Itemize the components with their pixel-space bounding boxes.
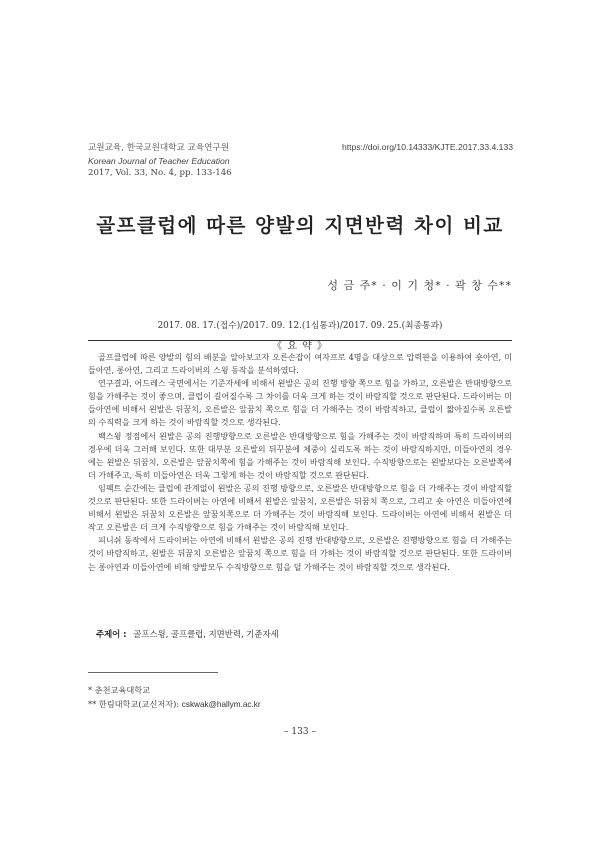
publisher-line: 교원교육, 한국교원대학교 교육연구원	[88, 143, 230, 153]
abstract-paragraph: 피니쉬 동작에서 드라이버는 아연에 비해서 왼발은 공의 진행 반대방향으로, 오른발은 진행방향으로 힘을 더 가해주는 것이 바람직하고, 왼발은 뒤꿈치 오른발은 앞꿈치 쪽으로 힘을 더 가하는 것이 바람직할 것으로 판단된다. 또한 드라이버는 롱아연과 미들아연에 비해 양발모두 수직방향으로 힘을 덜 가해주는 것이 바람직할 것으로 생각된다.	[88, 535, 512, 572]
footnote-affiliation-2	[88, 697, 261, 712]
doi-link[interactable]: https://doi.org/10.14333/KJTE.2017.33.4.133	[341, 142, 513, 152]
review-dates: 2017. 08. 17.(접수)/2017. 09. 12.(1심통과)/2017. 09. 25.(최종통과)	[157, 321, 443, 331]
abstract-body	[88, 351, 512, 574]
footnote-text: 한림대학교(교신저자):	[98, 699, 180, 709]
volume-info: 2017, Vol. 33, No. 4, pp. 133-146	[88, 168, 232, 179]
page-number: – 133 –	[284, 727, 316, 737]
footnote-divider	[88, 672, 218, 673]
abstract-paragraph: 임팩트 순간에는 클럽에 관계없이 왼발은 공의 진행 방향으로, 오른발은 반대방향으로 힘을 더 가해주는 것이 바람직할 것으로 판단된다. 또한 드라이버는 아연에 비해서 왼발은 앞꿈치, 오른발은 뒤꿈치 쪽으로, 그리고 숏 아연은 미들아연에 비해서 왼발은 뒤꿈치 오른발은 앞꿈치쪽으로 더 가해주는 것이 바람직해 보인다. 드라이버는 아연에 비해서 왼발은 더 작고 오른발은 더 크게 수직방향으로 힘을 가해주는 것이 바람직해 보인다.	[88, 482, 512, 533]
footnote-text: 춘천교육대학교	[94, 685, 151, 695]
author-list: 성 금 주* · 이 기 청* · 곽 창 수**	[327, 279, 512, 292]
footnotes	[88, 683, 261, 712]
abstract-paragraph: 백스윙 정점에서 왼발은 공의 진행방향으로 오른발은 반대방향으로 힘을 가해주는 것이 바람직하며 특히 드라이버의 경우에 더욱 그러해 보인다. 또한 대부분 오른발의 뒤꾸분에 체중이 실리도록 하는 것이 바람직하지만, 미들아연의 경우에는 왼발은 뒤꿈치, 오른발은 앞꿈치쪽에 힘을 가해주는 것이 바람직해 보인다. 수직방향으로는 왼발보다는 오른발쪽에 더 가해주고, 특히 미들아연은 더욱 그렇게 하는 것이 바람직할 것으로 판단된다.	[88, 430, 512, 480]
footnote-mark: **	[88, 699, 97, 709]
abstract-paragraph: 골프클럽에 따른 양발의 힘의 배분을 알아보고자 오른손잡이 여자프로 4명을 대상으로 압력판을 이용하여 숏아연, 미들아연, 롱아연, 그리고 드라이버의 스윙 동작을 분석하였다.	[88, 352, 512, 376]
paper-title: 골프클럽에 따른 양발의 지면반력 차이 비교	[96, 214, 504, 237]
keywords	[96, 628, 279, 640]
footnote-affiliation-1	[88, 683, 261, 697]
footnote-mark: *	[88, 685, 93, 695]
corresponding-email[interactable]: cskwak@hallym.ac.kr	[181, 700, 261, 709]
journal-header	[88, 142, 232, 180]
abstract-label: 《 요 약 》	[266, 341, 334, 352]
abstract-paragraph: 연구결과, 어드레스 국면에서는 기준자세에 비해서 왼발은 공의 진행 방향 쪽으로 힘을 가하고, 오른발은 반대방향으로 힘을 가해주는 것이 좋으며, 클럽이 길어질수록 그 차이를 더욱 크게 하는 것이 바람직할 것으로 판단된다. 드라이버는 미들아연에 비해서 왼발은 뒤꿈치, 오른발은 앞꿈치 쪽으로 힘을 더 가해주는 것이 바람직하고, 클럽이 짧아질수록 오른발의 수직력을 크게 하는 것이 바람직할 것으로 생각된다.	[88, 378, 512, 428]
journal-name: Korean Journal of Teacher Education	[88, 155, 230, 166]
keywords-label: 주제어 :	[96, 629, 127, 639]
keywords-text: 골프스윙, 골프클럽, 지면반력, 기준자세	[133, 629, 279, 639]
